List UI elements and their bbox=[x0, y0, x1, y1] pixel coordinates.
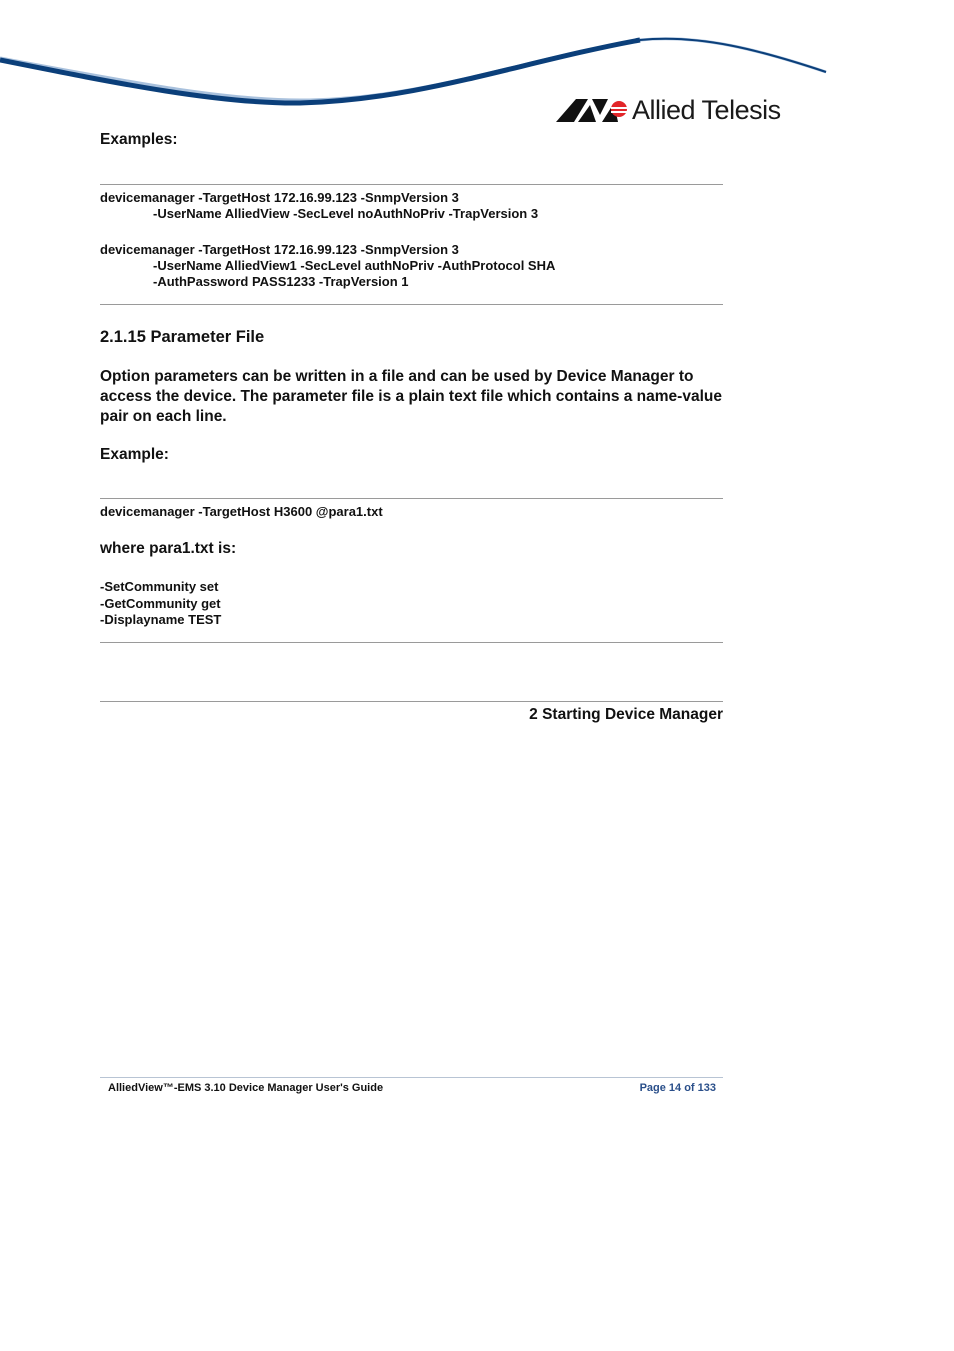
where-text: where para1.txt is: bbox=[100, 540, 237, 557]
divider bbox=[100, 304, 723, 305]
allied-telesis-logo bbox=[556, 92, 786, 128]
allied-telesis-mark-icon bbox=[556, 97, 628, 123]
divider bbox=[100, 184, 723, 185]
code-example-2 bbox=[100, 242, 555, 290]
code-example-1 bbox=[100, 190, 538, 222]
parameter-list bbox=[100, 579, 221, 629]
header-swoosh bbox=[0, 0, 954, 130]
examples-label: Examples: bbox=[100, 131, 178, 148]
code-line: devicemanager -TargetHost 172.16.99.123 -SnmpVersion 3 bbox=[100, 242, 459, 257]
example-label: Example: bbox=[100, 446, 169, 463]
section-heading: 2.1.15 Parameter File bbox=[100, 328, 265, 346]
divider bbox=[100, 642, 723, 643]
code-line: -AuthPassword PASS1233 -TrapVersion 1 bbox=[153, 274, 409, 289]
code-line: -UserName AlliedView -SecLevel noAuthNoPriv -TrapVersion 3 bbox=[153, 206, 539, 221]
parameter-line: -GetCommunity get bbox=[100, 595, 221, 611]
code-line: devicemanager -TargetHost 172.16.99.123 -SnmpVersion 3 bbox=[100, 190, 459, 205]
guide-title: AlliedView™-EMS 3.10 Device Manager User's Guide bbox=[108, 1082, 384, 1094]
page-number: Page 14 of 133 bbox=[639, 1082, 716, 1094]
parameter-line: -Displayname TEST bbox=[100, 612, 222, 627]
chapter-footer-title: 2 Starting Device Manager bbox=[529, 706, 723, 723]
page-footer-rule bbox=[100, 1077, 723, 1078]
code-command: devicemanager -TargetHost H3600 @para1.txt bbox=[100, 504, 383, 519]
chapter-footer-rule bbox=[100, 701, 723, 702]
parameter-line: -SetCommunity set bbox=[100, 579, 219, 594]
code-line: -UserName AlliedView1 -SecLevel authNoPriv -AuthProtocol SHA bbox=[153, 258, 556, 273]
section-paragraph: Option parameters can be written in a file and can be used by Device Manager to access the device. The parameter file is a plain text file which contains a name-value pair on each line. bbox=[100, 368, 722, 425]
divider bbox=[100, 498, 723, 499]
logo-text: Allied Telesis bbox=[632, 94, 781, 125]
